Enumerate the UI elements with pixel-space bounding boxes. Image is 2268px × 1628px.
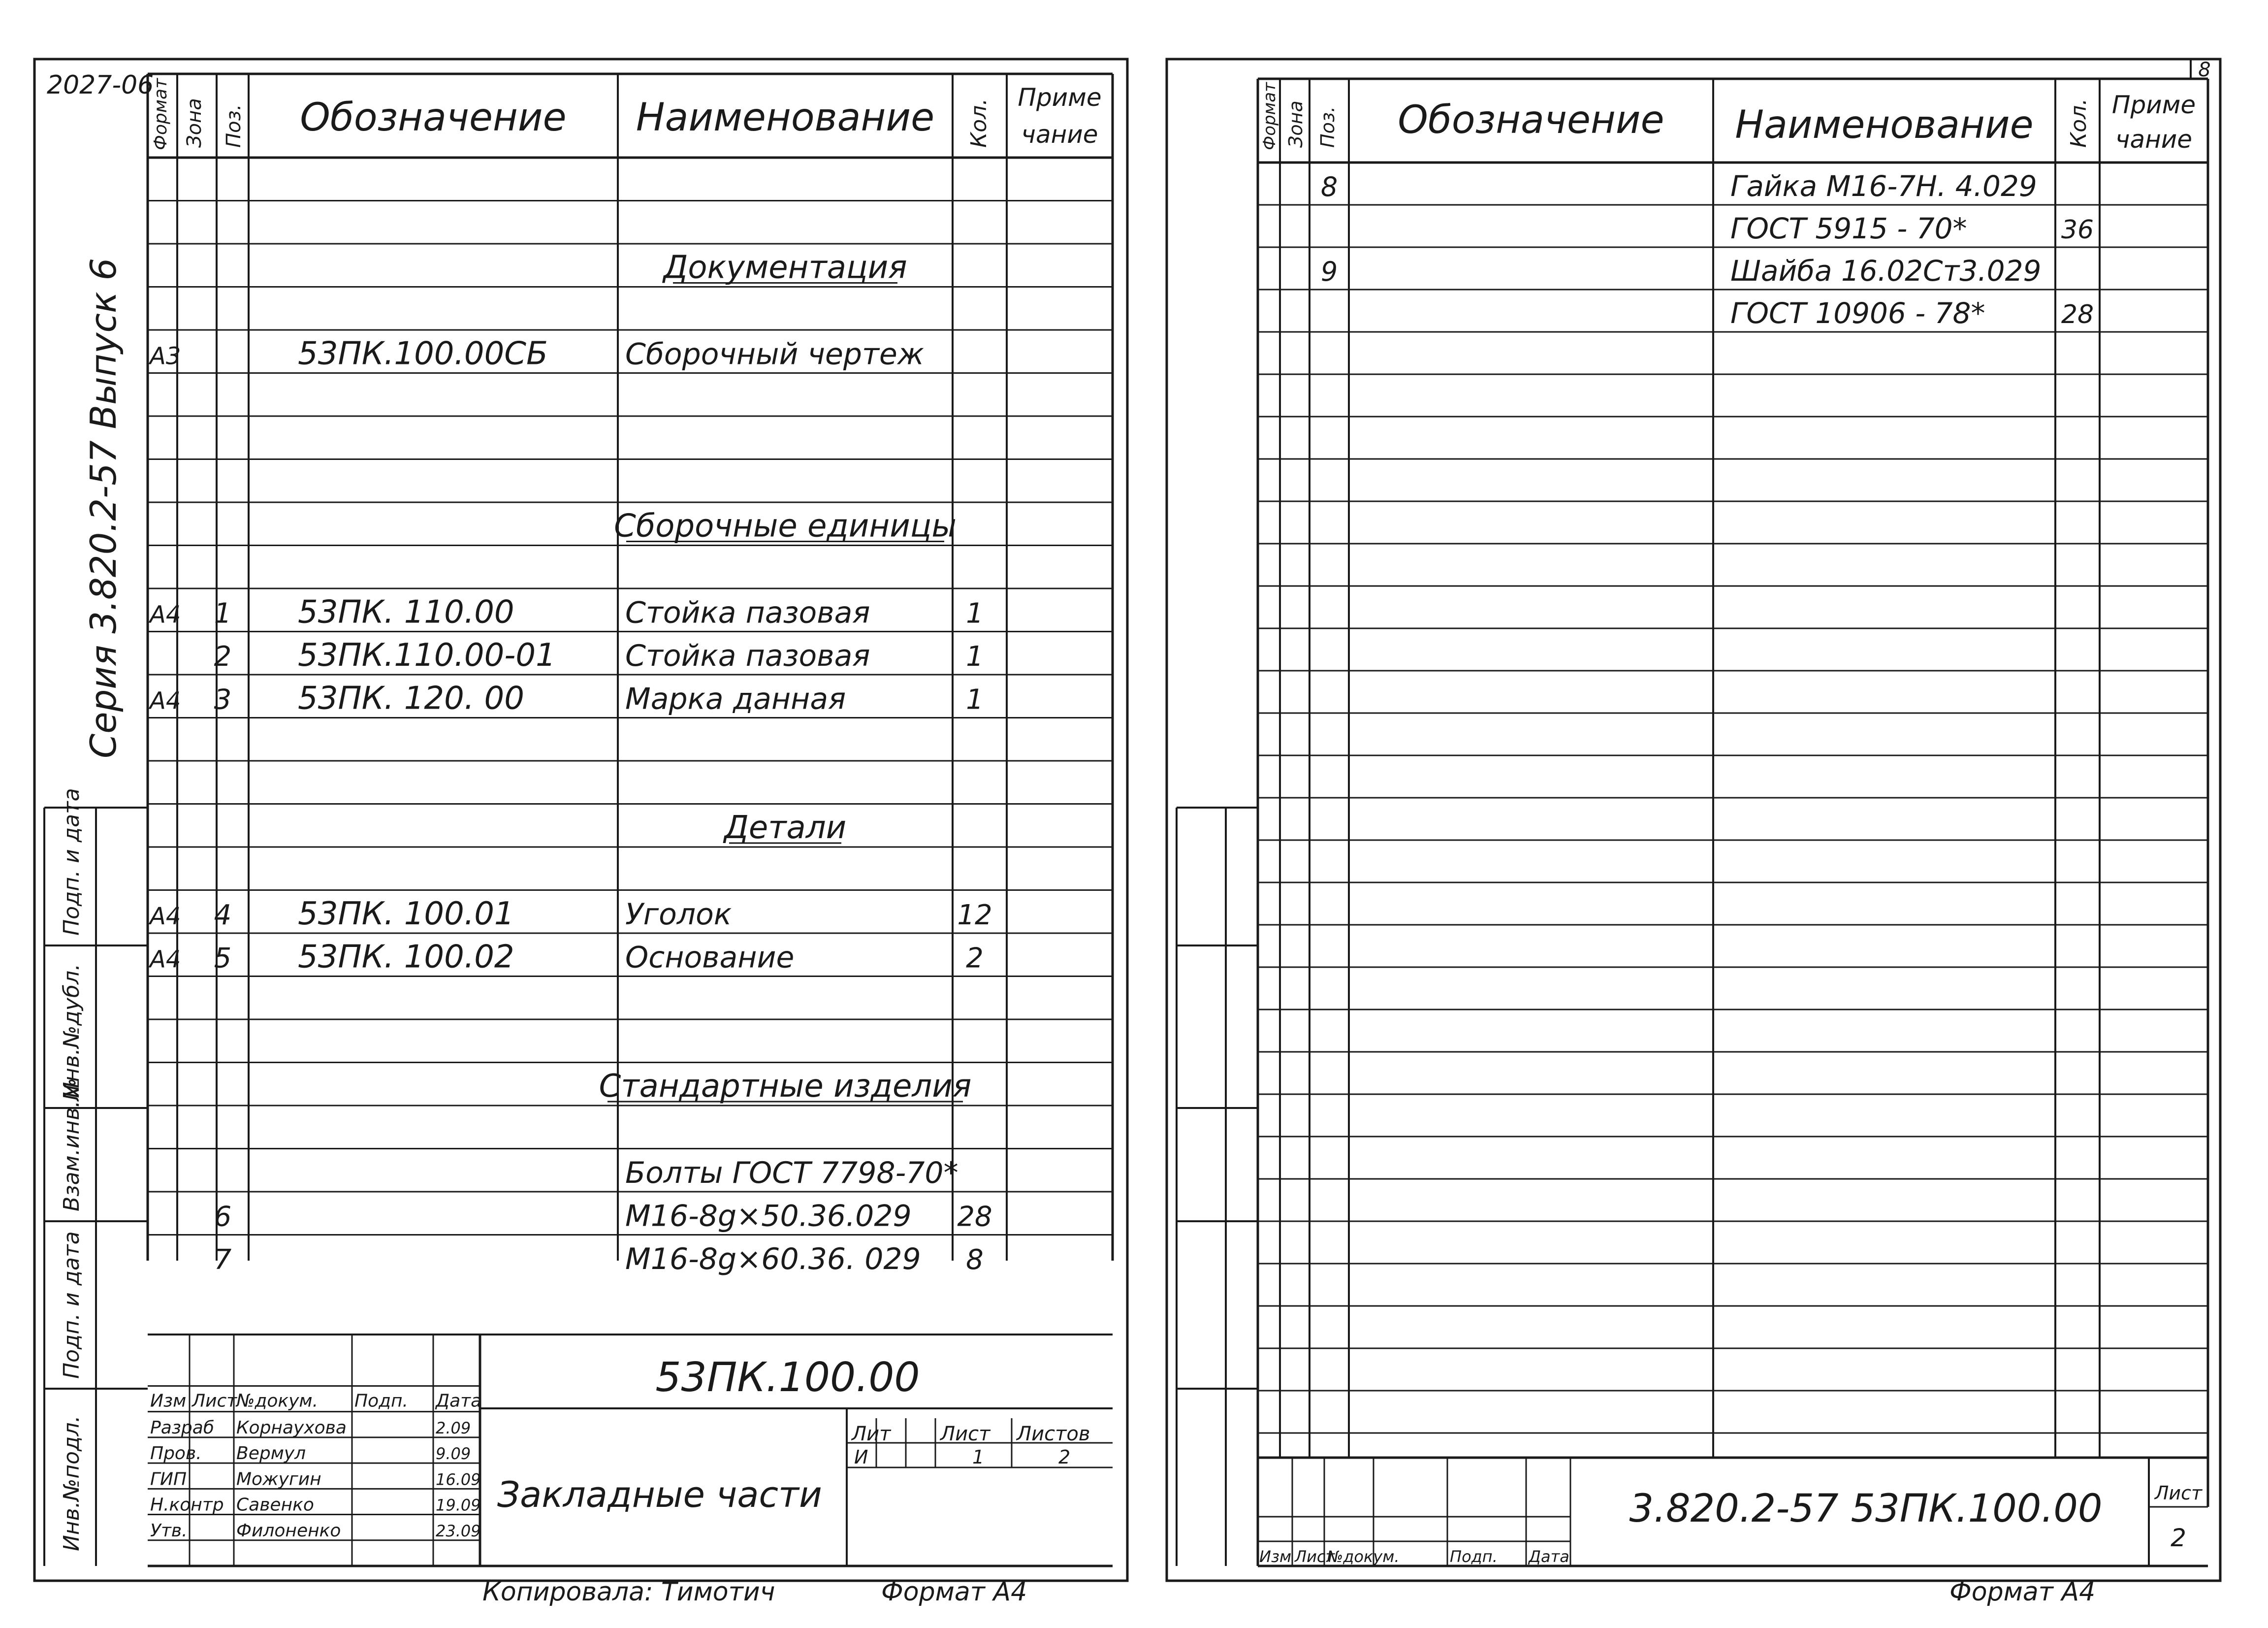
col-header-designation: Обозначение [1398, 98, 1664, 142]
staff-date: 19.09 [436, 1496, 481, 1515]
row-format: А4 [150, 903, 181, 930]
row-position: 8 [1320, 171, 1338, 202]
row-format: А3 [150, 342, 181, 370]
row-name: ГОСТ 5915 - 70* [1730, 212, 1967, 245]
document-title: Закладные части [497, 1474, 822, 1515]
row-quantity: 8 [966, 1244, 984, 1276]
document-code: 53ПК.100.00 [655, 1354, 920, 1401]
side-stamp-label-inv-orig: Инв.№подл. [59, 1415, 84, 1551]
staff-role: Утв. [150, 1520, 188, 1541]
side-stamp-label-sign-date-2: Подп. и дата [59, 788, 84, 936]
title-block-header-cell: Лист [1295, 1547, 1335, 1566]
col-header-format: Формат [1260, 82, 1279, 150]
row-position: 2 [214, 641, 232, 673]
sheet1 [44, 70, 1113, 1607]
row-designation: 53ПК. 100.01 [298, 896, 514, 932]
row-position: 9 [1320, 256, 1338, 287]
side-stamp-label-inv-dup: Инв.№дубл. [59, 963, 84, 1098]
staff-role: Н.контр [150, 1495, 224, 1515]
col-header-pos: Поз. [223, 104, 245, 148]
sheet2-outer-frame [1167, 59, 2220, 1581]
row-name: М16-8g×60.36. 029 [625, 1242, 921, 1276]
staff-name: Савенко [236, 1495, 314, 1515]
col-header-zone: Зона [183, 98, 206, 148]
row-designation: 53ПК.110.00-01 [298, 637, 556, 674]
row-quantity: 12 [957, 899, 992, 931]
staff-role: ГИП [150, 1469, 187, 1490]
side-stamp-label-replace-inv: Взам.инв.№ [59, 1078, 84, 1211]
row-quantity: 1 [966, 684, 984, 716]
staff-role: Пров. [150, 1443, 202, 1464]
series-vertical-label: Серия 3.820.2-57 Выпуск 6 [83, 258, 124, 758]
col-header-note-2: чание [1021, 120, 1098, 149]
sheet-label: Лист [2154, 1482, 2203, 1504]
title-block-header-cell: №докум. [236, 1391, 319, 1411]
row-format: А4 [150, 945, 181, 974]
row-position: 3 [214, 684, 232, 716]
title-block-header-cell: Лист [192, 1391, 237, 1411]
row-quantity: 1 [966, 641, 984, 673]
title-block-header-cell: Дата [1529, 1547, 1569, 1566]
row-position: 4 [214, 899, 232, 931]
col-header-qty: Кол. [966, 98, 991, 148]
row-format: А4 [150, 601, 181, 629]
row-name: Шайба 16.02Ст3.029 [1730, 254, 2042, 288]
section-heading: Документация [663, 249, 907, 286]
lit-value: И [854, 1446, 868, 1468]
sheet2 [1177, 59, 2211, 1607]
title-block-header-cell: Подп. [1450, 1547, 1498, 1566]
col-header-format: Формат [151, 78, 171, 150]
corner-number: 8 [2198, 59, 2211, 81]
staff-name: Вермул [236, 1443, 306, 1464]
col-header-qty: Кол. [2066, 98, 2091, 148]
row-designation: 53ПК.100.00СБ [298, 335, 548, 372]
row-name: Сборочный чертеж [625, 337, 924, 372]
row-quantity: 1 [966, 597, 984, 630]
col-header-designation: Обозначение [300, 96, 567, 140]
section-heading: Сборочные единицы [614, 508, 957, 545]
col-header-note-1: Приме [1018, 83, 1102, 112]
row-position: 7 [214, 1244, 232, 1276]
row-quantity: 28 [957, 1201, 992, 1233]
side-stamp-label-sign-date: Подп. и дата [59, 1231, 84, 1379]
col-header-pos: Поз. [1317, 106, 1339, 148]
section-heading: Стандартные изделия [599, 1068, 972, 1105]
staff-date: 9.09 [436, 1444, 471, 1464]
row-format: А4 [150, 687, 181, 715]
row-name: Стойка пазовая [625, 639, 870, 673]
sheet-value: 1 [972, 1446, 985, 1468]
row-quantity: 28 [2061, 300, 2094, 329]
staff-name: Филоненко [236, 1520, 341, 1541]
footer-format: Формат А4 [1949, 1577, 2096, 1607]
sheets-label: Листов [1017, 1423, 1090, 1445]
row-name: ГОСТ 10906 - 78* [1730, 296, 1985, 330]
col-header-name: Наименование [636, 96, 935, 140]
row-name: Гайка М16-7Н. 4.029 [1730, 169, 2037, 203]
staff-role: Разраб [150, 1417, 215, 1438]
footer-copied-by: Копировала: Тимотич [482, 1577, 775, 1607]
row-designation: 53ПК. 120. 00 [298, 680, 524, 717]
title-block-header-cell: Изм [1259, 1547, 1292, 1566]
staff-date: 23.09 [436, 1521, 481, 1540]
row-name: Болты ГОСТ 7798-70* [625, 1156, 958, 1190]
title-block-header-cell: Изм [150, 1391, 187, 1411]
row-name: Стойка пазовая [625, 595, 870, 630]
row-position: 6 [214, 1201, 232, 1233]
row-designation: 53ПК. 100.02 [298, 939, 514, 976]
row-designation: 53ПК. 110.00 [298, 594, 514, 631]
row-name: Основание [625, 940, 795, 975]
row-quantity: 36 [2061, 215, 2094, 245]
row-quantity: 2 [966, 942, 984, 975]
col-header-note-1: Приме [2111, 91, 2196, 119]
lit-label: Лит [852, 1423, 891, 1445]
title-block-header-cell: №докум. [1327, 1547, 1400, 1566]
row-position: 1 [214, 597, 232, 630]
section-heading: Детали [724, 810, 847, 846]
footer-format: Формат А4 [881, 1577, 1027, 1607]
staff-date: 16.09 [436, 1470, 481, 1489]
row-name: Уголок [625, 897, 732, 932]
row-name: М16-8g×50.36.029 [625, 1199, 912, 1234]
sheet-label: Лист [940, 1423, 990, 1445]
sheet-value: 2 [2171, 1524, 2186, 1552]
staff-date: 2.09 [436, 1418, 471, 1437]
col-header-zone: Зона [1285, 100, 1307, 148]
col-header-name: Наименование [1735, 103, 2034, 147]
staff-name: Можугин [236, 1469, 321, 1490]
title-block-header-cell: Подп. [354, 1391, 408, 1411]
staff-name: Корнаухова [236, 1417, 347, 1438]
col-header-note-2: чание [2115, 125, 2193, 154]
title-block-header-cell: Дата [436, 1391, 482, 1411]
row-name: Марка данная [625, 682, 846, 716]
sheets-value: 2 [1058, 1446, 1071, 1468]
row-position: 5 [214, 942, 232, 975]
top-margin-code: 2027-06 [47, 70, 154, 100]
document-code: 3.820.2-57 53ПК.100.00 [1629, 1487, 2103, 1531]
